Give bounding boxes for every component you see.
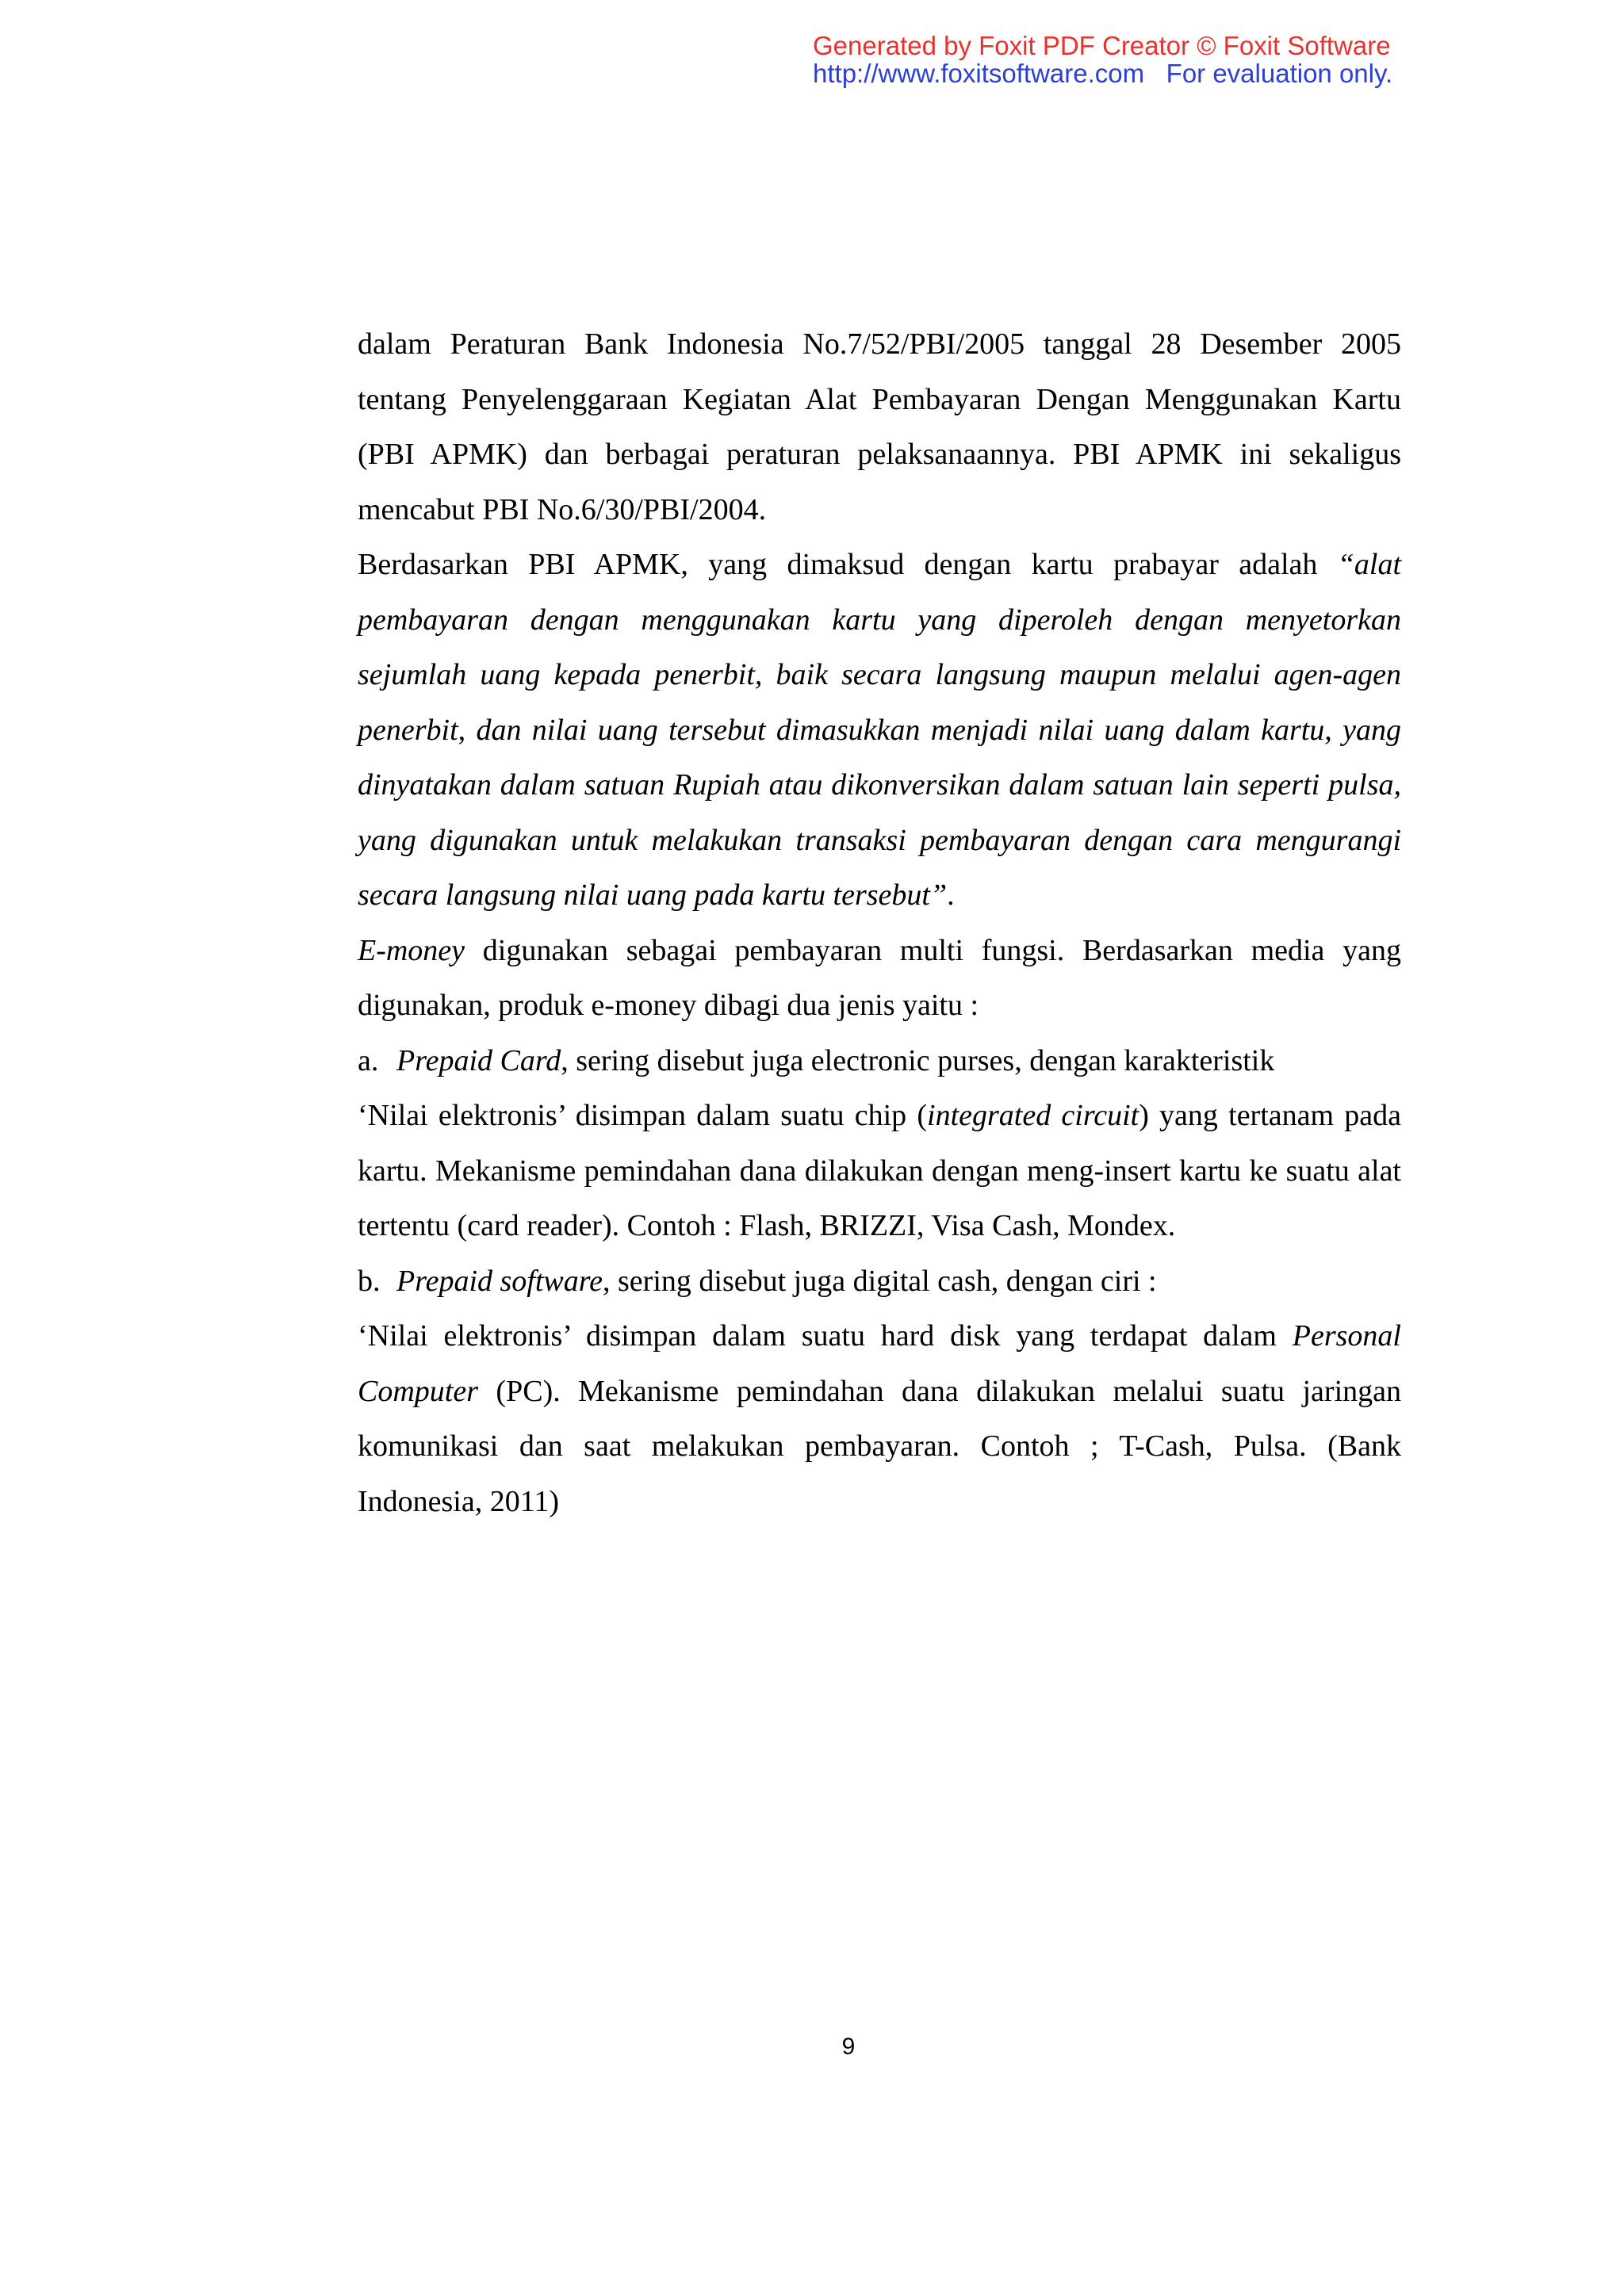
prepaid-software-intro: , sering disebut juga digital cash, dengan ciri : bbox=[603, 1264, 1157, 1298]
prepaid-card-term: Prepaid Card bbox=[396, 1043, 561, 1077]
list-label-a: a. bbox=[358, 1043, 379, 1077]
prepaid-software-description bbox=[358, 1309, 1401, 1529]
prepaid-software-desc-part2: (PC). Mekanisme pemindahan dana dilakukan melalui suatu jaringan komunikasi dan saat melakukan pembayaran. Contoh ; T-Cash, Pulsa. (Bank Indonesia, 2011) bbox=[358, 1374, 1401, 1518]
prepaid-card-desc-part1: ‘Nilai elektronis’ disimpan dalam suatu chip ( bbox=[358, 1099, 928, 1132]
paragraph-prepaid-definition bbox=[358, 538, 1401, 924]
watermark-creator-text: Generated by Foxit PDF Creator © Foxit Software bbox=[813, 31, 1391, 60]
evaluation-watermark bbox=[813, 32, 1392, 87]
list-label-b: b. bbox=[358, 1264, 381, 1298]
prepaid-software-term: Prepaid software bbox=[396, 1264, 603, 1298]
watermark-link-line bbox=[813, 59, 1392, 87]
prepaid-card-intro: , sering disebut juga electronic purses, dengan karakteristik bbox=[561, 1043, 1275, 1077]
page-body bbox=[358, 317, 1401, 1529]
definition-lead: Berdasarkan PBI APMK, yang dimaksud dengan kartu prabayar adalah bbox=[358, 548, 1338, 581]
prepaid-software-desc-part1: ‘Nilai elektronis’ disimpan dalam suatu hard disk yang terdapat dalam bbox=[358, 1319, 1293, 1353]
prepaid-card-description bbox=[358, 1089, 1401, 1254]
emoney-term: E-money bbox=[358, 933, 465, 967]
list-item-prepaid-software bbox=[358, 1254, 1401, 1310]
paragraph-emoney bbox=[358, 924, 1401, 1034]
paragraph-pbi-apmk: dalam Peraturan Bank Indonesia No.7/52/PBI/2005 tanggal 28 Desember 2005 tentang Penyelenggaraan Kegiatan Alat Pembayaran Dengan Menggunakan Kartu (PBI APMK) dan berbagai peraturan pelaksanaannya. PBI APMK ini sekaligus mencabut PBI No.6/30/PBI/2004. bbox=[358, 327, 1401, 526]
prepaid-card-desc-part2: ) yang tertanam pada kartu. Mekanisme pemindahan dana dilakukan dengan meng-insert kartu ke suatu alat tertentu (card reader). Contoh : Flash, BRIZZI, Visa Cash, Mondex. bbox=[358, 1099, 1401, 1242]
list-item-prepaid-card bbox=[358, 1034, 1401, 1089]
prepaid-software-desc-italic: Personal Computer bbox=[358, 1319, 1401, 1408]
watermark-url-link[interactable]: http://www.foxitsoftware.com bbox=[813, 59, 1145, 88]
watermark-evaluation-note: For evaluation only. bbox=[1166, 59, 1393, 88]
definition-end: . bbox=[947, 878, 955, 912]
page-number: 9 bbox=[841, 2034, 856, 2060]
emoney-text: digunakan sebagai pembayaran multi fungsi. Berdasarkan media yang digunakan, produk e-money dibagi dua jenis yaitu : bbox=[358, 933, 1401, 1022]
prepaid-card-desc-italic: integrated circuit bbox=[927, 1099, 1139, 1132]
definition-quote: “alat pembayaran dengan menggunakan kartu yang diperoleh dengan menyetorkan sejumlah uang kepada penerbit, baik secara langsung maupun melalui agen-agen penerbit, dan nilai uang tersebut dimasukkan menjadi nilai uang dalam kartu, yang dinyatakan dalam satuan Rupiah atau dikonversikan dalam satuan lain seperti pulsa, yang digunakan untuk melakukan transaksi pembayaran dengan cara mengurangi secara langsung nilai uang pada kartu tersebut” bbox=[358, 548, 1401, 912]
